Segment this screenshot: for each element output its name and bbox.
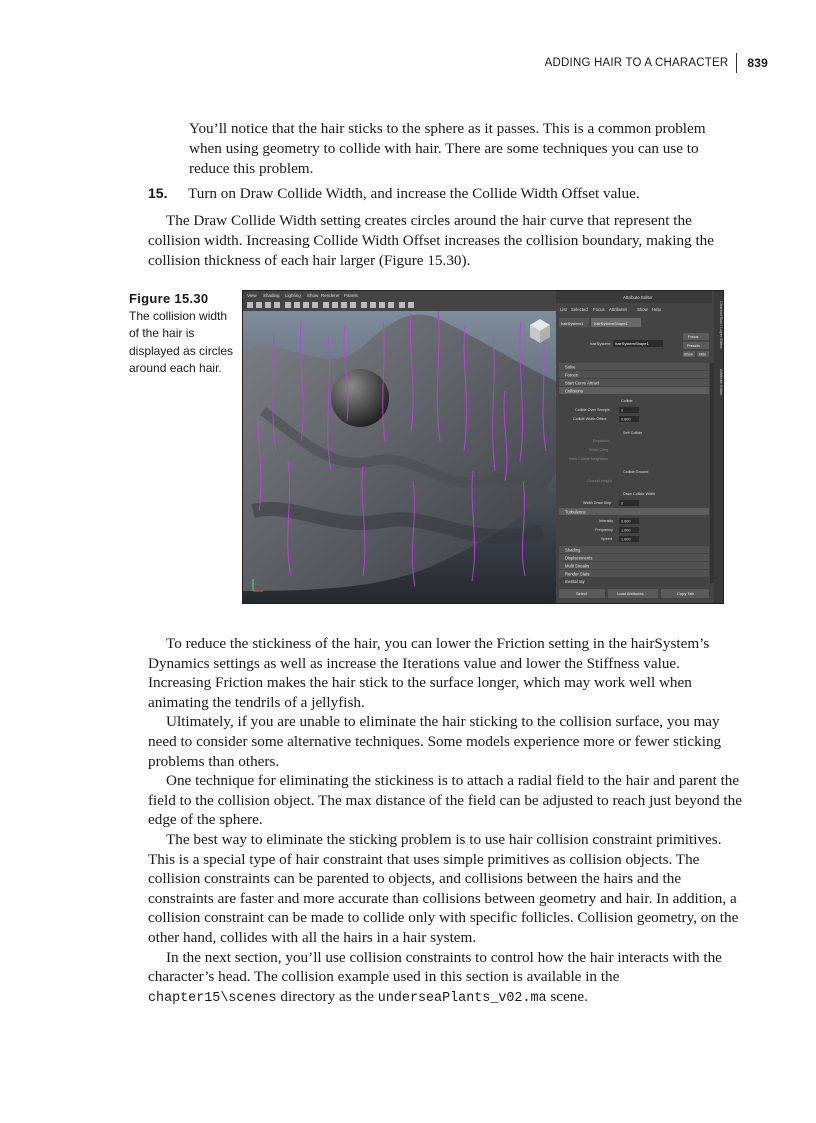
viewport-menu-item: View <box>247 293 257 298</box>
node-name-value: hairSystemShape1 <box>615 341 649 346</box>
figure-screenshot <box>242 290 724 604</box>
figure-caption <box>129 290 237 378</box>
attribute-editor-side-tab: Attribute Editor <box>719 369 724 396</box>
text-run: scene. <box>546 987 588 1005</box>
running-head <box>545 53 768 73</box>
body-paragraph: Ultimately, if you are unable to eliminate the hair sticking to the collision surface, you may need to consider some alternative techniques. Some models experience more or fewer sticking problems than others. <box>148 713 722 770</box>
tab-hairsystem1-label: hairSystem1 <box>561 321 584 326</box>
section-title: ADDING HAIR TO A CHARACTER <box>545 53 738 73</box>
field-value: 0 <box>621 408 624 413</box>
field-value: 0 <box>621 501 624 506</box>
editor-menu-item: Selected <box>571 307 588 312</box>
node-label: hairSystem: <box>590 341 612 346</box>
section-shading: Shading <box>565 547 581 553</box>
draw-collide-width-label: Draw Collide Width <box>623 492 656 496</box>
editor-menu-item: Focus <box>593 307 605 312</box>
hide-button-label: Hide <box>699 352 707 357</box>
channel-box-side-tab: Channel Box / Layer Editor <box>719 301 724 349</box>
copy-tab-button-label: Copy Tab <box>677 591 694 596</box>
disabled-field-label: Num Collide Neighbors <box>569 457 609 461</box>
body-paragraph: One technique for eliminating the stickiness is to attach a radial field to the hair and parent the field to the collision object. The max distance of the field can be adjusted to reach just beyond the edge of the sphere. <box>148 772 742 829</box>
attribute-editor-panel <box>556 291 724 603</box>
collision-sphere <box>331 369 389 427</box>
viewport-menu-item: Lighting <box>285 293 301 298</box>
field-label: Width Draw Skip <box>583 501 612 505</box>
note-paragraph: You’ll notice that the hair sticks to the sphere as it passes. This is a common problem when using geometry to collide with hair. There are some techniques you can use to reduce this problem. <box>189 120 706 177</box>
body-paragraph: To reduce the stickiness of the hair, you can lower the Friction setting in the hairSystem’s Dynamics settings as well as increase the Iterations value and lower the Stiffness value. Increasing Friction makes the hair stick to the surface longer, which may work well when animating the tendrils of a jellyfish. <box>148 635 710 711</box>
field-label: Frequency <box>595 528 613 532</box>
step-15 <box>148 184 738 204</box>
focus-button-label: Focus <box>688 335 699 339</box>
viewport-menu-item: Show <box>307 293 319 298</box>
tab-hairsystemshape1-label: hairSystemShape1 <box>594 321 628 326</box>
text-run: directory as the <box>276 987 378 1005</box>
maya-viewport <box>243 291 556 603</box>
viewport-menu-item: Shading <box>263 293 280 298</box>
editor-menu-item: Show <box>637 307 648 312</box>
figure-caption-text: The collision width of the hair is displayed as circles around each hair. <box>129 308 234 375</box>
field-value: 0.000 <box>621 519 631 524</box>
editor-menu-item: Help <box>652 307 661 312</box>
disabled-field-label: Static Cling <box>589 448 609 452</box>
viewport-menu-item: Panels <box>344 293 358 298</box>
section-forces: Forces <box>565 372 578 378</box>
viewport-menu-item: Renderer <box>321 293 340 298</box>
editor-menu-item: List <box>560 307 567 312</box>
field-value: 1.000 <box>621 537 631 542</box>
show-button-label: Show <box>684 352 693 357</box>
editor-menu-item: Attributes <box>609 307 628 312</box>
section-multi-streaks: Multi Streaks <box>565 563 590 569</box>
presets-button-label: Presets <box>687 344 700 348</box>
section-collisions: Collisions <box>565 388 583 394</box>
editor-menu <box>560 307 661 312</box>
section-displacements: Displacements <box>565 555 593 561</box>
field-value: 1.000 <box>621 528 631 533</box>
field-label: Collide Width Offset <box>573 417 607 421</box>
editor-scrollbar <box>710 363 714 583</box>
field-label: Collide Over Sample <box>575 408 610 412</box>
collide-checkbox-label: Collide <box>621 399 633 403</box>
directory-path: chapter15\scenes <box>148 990 277 1006</box>
section-solve: Solve <box>565 364 576 370</box>
collide-ground-label: Collide Ground <box>623 470 649 474</box>
self-collide-label: Self Collide <box>623 431 643 435</box>
body-text <box>148 634 744 1008</box>
field-label: Intensity <box>599 519 614 523</box>
select-button-label: Select <box>576 591 588 596</box>
figure-label: Figure 15.30 <box>129 291 209 306</box>
load-attributes-button-label: Load Attributes <box>617 591 644 596</box>
body-paragraph-last <box>148 948 744 1009</box>
text-run: In the next section, you’ll use collision constraints to control how the hair interacts with the character’s head. The collision example used in this section is available in the <box>148 948 722 986</box>
intro-paragraph: The Draw Collide Width setting creates circles around the hair curve that represent the collision width. Increasing Collide Width Offset increases the collision boundary, making the collision thickness of each hair larger (Figure 15.30). <box>148 212 714 269</box>
section-mental-ray: mental ray <box>565 579 585 584</box>
section-start-curve-attract: Start Curve Attract <box>565 380 600 386</box>
disabled-field-label: Ground Height <box>587 479 612 483</box>
scene-filename: underseaPlants_v02.ma <box>377 990 547 1006</box>
step-text: Turn on Draw Collide Width, and increase the Collide Width Offset value. <box>188 185 640 202</box>
bottom-buttons <box>559 589 709 598</box>
editor-title: Attribute Editor <box>623 295 653 300</box>
body-paragraph: The best way to eliminate the sticking problem is to use hair collision constraint primitives. This is a special type of hair constraint that uses simple primitives as collision objects. The collision constraints can be parented to objects, and collisions between the hairs and the constraints are faster and more accurate than collisions between geometry and hair. In addition, a collision constraint can be made to collide only with specific follicles. Collision geometry, on the other hand, collides with all the hairs in a hair system. <box>148 830 739 946</box>
section-turbulence: Turbulence <box>565 509 586 515</box>
disabled-field-label: Repulsion <box>593 439 610 443</box>
section-render-stats: Render Stats <box>565 571 590 577</box>
page-number: 839 <box>747 56 768 70</box>
field-label: Speed <box>601 537 612 541</box>
field-value: 0.600 <box>621 417 631 422</box>
step-number: 15. <box>148 185 168 201</box>
